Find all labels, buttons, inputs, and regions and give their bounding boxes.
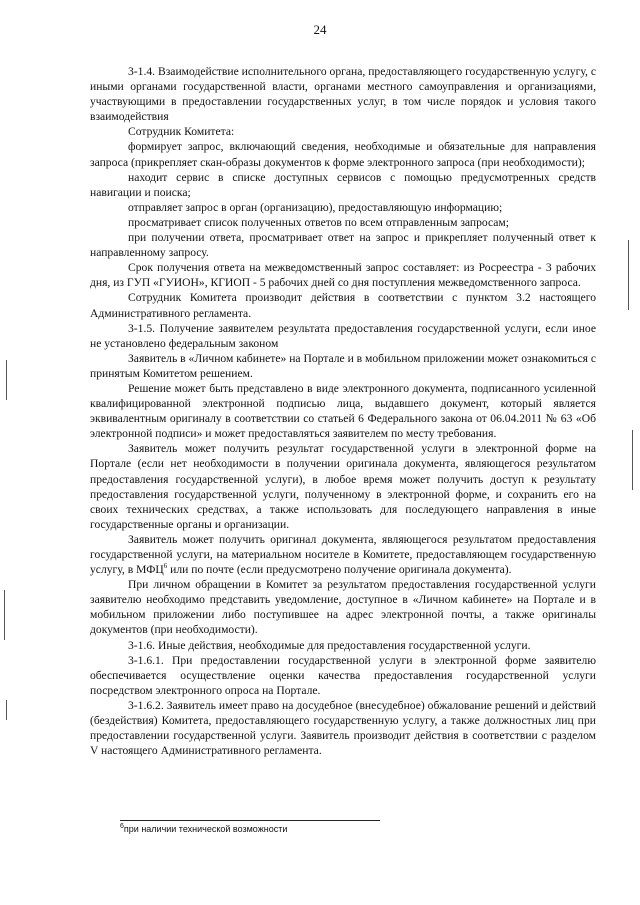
page-number: 24 [313,22,327,37]
paragraph-employee: Сотрудник Комитета: [128,125,235,139]
paragraph-views-responses: просматривает список полученных ответов по всем отправленным запросам; [128,215,509,229]
footnote-marker: 6 [120,823,124,830]
paragraph-forms-request: формирует запрос, включающий сведения, необходимые и обязательные для направления запроса (прикрепляет скан-образы документов к форме электронного запроса (при необходимости); [90,140,596,169]
paragraph-attaches-response: при получении ответа, просматривает ответ на запрос и прикрепляет полученный ответ к направленному запросу. [90,231,596,260]
footnote-text: при наличии технической возможности [123,824,288,834]
scan-edge-mark [6,700,7,720]
paragraph-3-1-6-2: 3-1.6.2. Заявитель имеет право на досудебное (внесудебное) обжалование решений и действий (бездействия) Комитета, предоставляющего государственную услугу, а также должностных лиц при предоставлении государственной услуги. Заявитель производит действия в соответствии с разделом V настоящего Административного регламента. [90,698,596,758]
mfc-text-before: Заявитель может получить оригинал документа, являющегося результатом предоставления государственной услуги, на материальном носителе в Комитете, предоставляющем государственную услугу, в МФЦ [90,532,596,577]
paragraph-original-document [90,532,596,577]
paragraph-electronic-decision: Решение может быть представлено в виде электронного документа, подписанного усиленной квалифицированной электронной подписью лица, выдавшего документ, который является эквивалентным оригиналу в соответствии со статьей 6 Федерального закона от 06.04.2011 № 63 «Об электронной подписи» и может предоставляться заявителем по месту требования. [90,381,596,441]
paragraph-response-deadline: Срок получения ответа на межведомственный запрос составляет: из Росреестра - 3 рабочих дня, из ГУП «ГУИОН», КГИОП - 5 рабочих дней со дня поступления межведомственного запроса. [90,261,596,290]
mfc-text-after: или по почте (если предусмотрено получение оригинала документа). [167,563,512,577]
paragraph-finds-service: находит сервис в списке доступных сервисов с помощью предусмотренных средств навигации и поиска; [90,170,596,199]
paragraph-sends-request: отправляет запрос в орган (организацию), предоставляющую информацию; [128,200,503,214]
paragraph-personal-cabinet: Заявитель в «Личном кабинете» на Портале и в мобильном приложении может ознакомиться с принятым Комитетом решением. [90,351,596,380]
scan-edge-mark [628,240,629,310]
footnote [120,824,420,834]
paragraph-3-1-4-heading: 3-1.4. Взаимодействие исполнительного органа, предоставляющего государственную услугу, с иными органами государственной власти, органами местного самоуправления и организациями, участвующими в предоставлении государственных услуг, в том числе порядок и условия такого взаимодействия [90,65,596,124]
paragraph-actions-3-2: Сотрудник Комитета производит действия в соответствии с пунктом 3.2 настоящего Административного регламента. [90,291,596,320]
footnote-reference: 6 [163,562,168,571]
footnote-divider [120,820,380,821]
scan-edge-mark [4,590,5,640]
paragraph-personal-visit: При личном обращении в Комитет за результатом предоставления государственной услуги заявителю необходимо представить уведомление, доступное в «Личном кабинете» на Портале и в мобильном приложении либо поступившее на адрес электронной почты, а также оригиналы документов (при необходимости). [90,578,596,637]
paragraph-3-1-5-heading: 3-1.5. Получение заявителем результата предоставления государственной услуги, если иное не установлено федеральным законом [90,321,596,350]
document-body [90,64,596,758]
scan-edge-mark [632,430,633,490]
scan-edge-mark [6,360,7,400]
paragraph-3-1-6-heading: 3-1.6. Иные действия, необходимые для предоставления государственной услуги. [128,638,531,652]
paragraph-3-1-6-1: 3-1.6.1. При предоставлении государственной услуги в электронной форме заявителю обеспечивается осуществление оценки качества предоставления государственной услуги посредством электронного опроса на Портале. [90,653,596,697]
paragraph-electronic-result: Заявитель может получить результат государственной услуги в электронной форме на Портале (если нет необходимости в получении оригинала документа, являющегося результатом предоставления государственной услуги), в любое время может получить доступ к результату предоставления государственной услуги, полученному в электронной форме, и сохранить его на своих технических средствах, а также использовать для последующего направления в иные государственные органы и организации. [90,442,596,531]
